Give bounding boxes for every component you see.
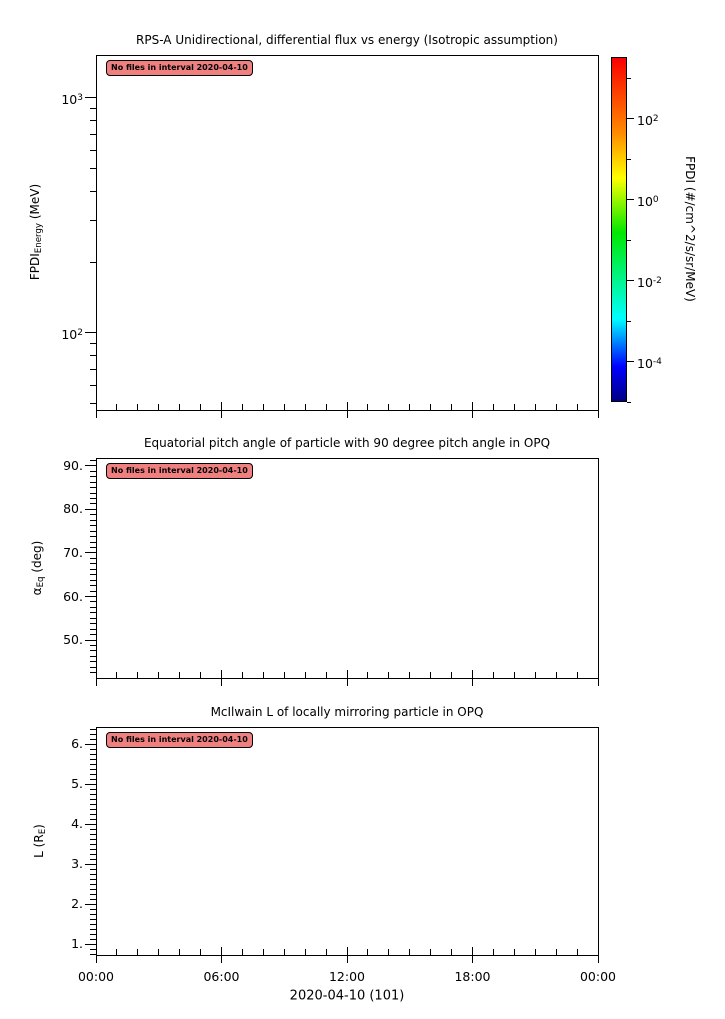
y-minor-tick — [90, 934, 96, 935]
y-minor-tick — [90, 794, 96, 795]
y-minor-tick — [90, 759, 96, 760]
x-minor-tick — [263, 949, 264, 955]
x-minor-tick — [556, 672, 557, 678]
colorbar-major-tick — [627, 280, 634, 281]
y-minor-tick — [90, 191, 96, 192]
y-minor-tick — [90, 369, 96, 370]
pitch-panel-title: Equatorial pitch angle of particle with 90 degree pitch angle in OPQ — [143, 436, 551, 450]
y-major-tick — [85, 784, 96, 785]
x-minor-tick — [158, 949, 159, 955]
y-minor-tick — [90, 385, 96, 386]
y-minor-tick — [90, 536, 96, 537]
y-minor-tick — [90, 729, 96, 730]
y-minor-tick — [90, 909, 96, 910]
y-minor-tick — [90, 814, 96, 815]
colorbar-tick-label: $10^0$ — [637, 193, 659, 209]
y-tick-label: 6. — [71, 736, 83, 752]
y-minor-tick — [90, 520, 96, 521]
x-major-tick — [472, 947, 473, 963]
x-minor-tick — [137, 672, 138, 678]
y-minor-tick — [90, 774, 96, 775]
y-minor-tick — [90, 804, 96, 805]
x-minor-tick — [263, 672, 264, 678]
y-minor-tick — [90, 120, 96, 121]
lshell-y-axis-label: L $(R_E)$ — [31, 824, 49, 858]
y-minor-tick — [90, 839, 96, 840]
x-minor-tick — [242, 672, 243, 678]
x-minor-tick — [326, 404, 327, 410]
y-minor-tick — [90, 503, 96, 504]
y-minor-tick — [90, 650, 96, 651]
y-minor-tick — [90, 493, 96, 494]
y-minor-tick — [90, 220, 96, 221]
x-minor-tick — [388, 672, 389, 678]
y-minor-tick — [90, 574, 96, 575]
y-minor-tick — [90, 924, 96, 925]
x-minor-tick — [367, 404, 368, 410]
y-tick-label: $10^2$ — [61, 327, 83, 342]
y-minor-tick — [90, 476, 96, 477]
y-minor-tick — [90, 471, 96, 472]
y-minor-tick — [90, 829, 96, 830]
y-minor-tick — [90, 809, 96, 810]
x-minor-tick — [535, 949, 536, 955]
y-minor-tick — [90, 569, 96, 570]
flux-panel-title: RPS-A Unidirectional, differential flux vs energy (Isotropic assumption) — [136, 33, 558, 47]
x-minor-tick — [556, 949, 557, 955]
x-minor-tick — [116, 672, 117, 678]
y-minor-tick — [90, 849, 96, 850]
x-minor-tick — [116, 404, 117, 410]
x-minor-tick — [577, 404, 578, 410]
x-minor-tick — [326, 949, 327, 955]
colorbar-minor-tick — [627, 402, 631, 403]
x-major-tick — [472, 402, 473, 418]
x-minor-tick — [305, 949, 306, 955]
x-major-tick — [347, 670, 348, 686]
x-tick-label: 18:00 — [454, 969, 491, 984]
y-minor-tick — [90, 134, 96, 135]
y-tick-label: 4. — [71, 816, 83, 832]
y-minor-tick — [90, 498, 96, 499]
y-minor-tick — [90, 487, 96, 488]
y-minor-tick — [90, 460, 96, 461]
y-tick-label: $10^3$ — [61, 92, 83, 108]
x-major-tick — [96, 947, 97, 963]
x-minor-tick — [179, 672, 180, 678]
x-minor-tick — [179, 404, 180, 410]
x-minor-tick — [179, 949, 180, 955]
x-minor-tick — [367, 672, 368, 678]
x-minor-tick — [514, 404, 515, 410]
flux-y-axis-label: $FPDI_{Energy}$ (MeV) — [27, 183, 45, 281]
x-major-tick — [221, 402, 222, 418]
x-minor-tick — [158, 404, 159, 410]
x-minor-tick — [284, 404, 285, 410]
x-minor-tick — [430, 949, 431, 955]
x-minor-tick — [137, 949, 138, 955]
y-tick-label: 60. — [63, 588, 83, 604]
x-tick-label: 00:00 — [579, 969, 617, 984]
y-tick-label: 3. — [71, 856, 83, 872]
x-major-tick — [96, 402, 97, 418]
colorbar-minor-tick — [627, 321, 631, 322]
x-minor-tick — [577, 949, 578, 955]
x-minor-tick — [242, 404, 243, 410]
y-major-tick — [85, 509, 96, 510]
colorbar — [611, 57, 627, 402]
x-minor-tick — [451, 949, 452, 955]
y-major-tick — [85, 944, 96, 945]
y-tick-label: 50. — [63, 632, 83, 648]
colorbar-major-tick — [627, 199, 634, 200]
lshell-panel-title: McIlwain L of locally mirroring particle in OPQ — [210, 705, 484, 719]
x-major-tick — [472, 670, 473, 686]
x-minor-tick — [200, 404, 201, 410]
y-minor-tick — [90, 661, 96, 662]
y-minor-tick — [90, 355, 96, 356]
y-tick-label: 1. — [71, 936, 83, 951]
y-minor-tick — [90, 482, 96, 483]
x-minor-tick — [263, 404, 264, 410]
pitch-panel-plot-area — [96, 458, 599, 679]
y-minor-tick — [90, 108, 96, 109]
x-major-tick — [347, 947, 348, 963]
y-minor-tick — [90, 645, 96, 646]
no-files-annotation-flux: No files in interval 2020-04-10 — [106, 60, 253, 76]
x-minor-tick — [556, 404, 557, 410]
x-minor-tick — [514, 949, 515, 955]
y-tick-label: 2. — [71, 896, 83, 912]
x-minor-tick — [158, 672, 159, 678]
x-minor-tick — [305, 404, 306, 410]
x-major-tick — [598, 670, 599, 686]
y-minor-tick — [90, 779, 96, 780]
y-minor-tick — [90, 607, 96, 608]
y-minor-tick — [90, 150, 96, 151]
y-minor-tick — [90, 874, 96, 875]
x-minor-tick — [409, 949, 410, 955]
y-minor-tick — [90, 929, 96, 930]
y-minor-tick — [90, 612, 96, 613]
x-major-tick — [598, 402, 599, 418]
y-minor-tick — [90, 869, 96, 870]
y-major-tick — [85, 824, 96, 825]
y-tick-label: 80. — [63, 501, 83, 517]
y-minor-tick — [90, 919, 96, 920]
y-minor-tick — [90, 844, 96, 845]
colorbar-axis-label: FPDI (#/cm^2/s/sr/MeV) — [683, 156, 697, 302]
y-tick-label: 90. — [63, 457, 83, 473]
x-minor-tick — [514, 672, 515, 678]
y-minor-tick — [90, 168, 96, 169]
y-minor-tick — [90, 585, 96, 586]
y-minor-tick — [90, 739, 96, 740]
colorbar-minor-tick — [627, 159, 631, 160]
y-minor-tick — [90, 634, 96, 635]
x-major-tick — [347, 402, 348, 418]
y-minor-tick — [90, 899, 96, 900]
y-minor-tick — [90, 667, 96, 668]
x-minor-tick — [430, 672, 431, 678]
x-minor-tick — [284, 672, 285, 678]
y-tick-label: 70. — [63, 544, 83, 560]
x-minor-tick — [451, 672, 452, 678]
flux-panel-plot-area — [96, 55, 599, 411]
y-tick-label: 5. — [71, 776, 83, 792]
x-minor-tick — [200, 949, 201, 955]
y-minor-tick — [90, 789, 96, 790]
y-minor-tick — [90, 343, 96, 344]
colorbar-minor-tick — [627, 240, 631, 241]
no-files-annotation-lshell: No files in interval 2020-04-10 — [106, 732, 253, 748]
y-major-tick — [85, 864, 96, 865]
x-major-tick — [598, 947, 599, 963]
no-files-annotation-pitch: No files in interval 2020-04-10 — [106, 463, 253, 479]
y-minor-tick — [90, 629, 96, 630]
x-minor-tick — [409, 404, 410, 410]
y-minor-tick — [90, 819, 96, 820]
y-minor-tick — [90, 618, 96, 619]
colorbar-minor-tick — [627, 78, 631, 79]
colorbar-major-tick — [627, 361, 634, 362]
x-major-tick — [96, 670, 97, 686]
x-major-tick — [221, 670, 222, 686]
colorbar-tick-label: $10^{-2}$ — [637, 274, 662, 290]
y-minor-tick — [90, 914, 96, 915]
colorbar-major-tick — [627, 118, 634, 119]
y-minor-tick — [90, 623, 96, 624]
y-minor-tick — [90, 859, 96, 860]
x-minor-tick — [451, 404, 452, 410]
y-minor-tick — [90, 601, 96, 602]
y-minor-tick — [90, 734, 96, 735]
y-major-tick — [85, 332, 96, 333]
x-minor-tick — [116, 949, 117, 955]
x-minor-tick — [200, 672, 201, 678]
y-major-tick — [85, 552, 96, 553]
lshell-panel-plot-area — [96, 727, 599, 956]
y-minor-tick — [90, 525, 96, 526]
x-tick-label: 06:00 — [203, 969, 240, 984]
x-minor-tick — [577, 672, 578, 678]
x-minor-tick — [388, 404, 389, 410]
x-minor-tick — [242, 949, 243, 955]
y-minor-tick — [90, 514, 96, 515]
x-minor-tick — [367, 949, 368, 955]
x-major-tick — [221, 947, 222, 963]
y-minor-tick — [90, 799, 96, 800]
y-major-tick — [85, 744, 96, 745]
y-minor-tick — [90, 854, 96, 855]
x-minor-tick — [493, 949, 494, 955]
x-minor-tick — [430, 404, 431, 410]
y-minor-tick — [90, 656, 96, 657]
x-minor-tick — [305, 672, 306, 678]
y-major-tick — [85, 904, 96, 905]
x-minor-tick — [137, 404, 138, 410]
y-minor-tick — [90, 558, 96, 559]
y-minor-tick — [90, 754, 96, 755]
y-major-tick — [85, 97, 96, 98]
y-minor-tick — [90, 542, 96, 543]
colorbar-gradient — [612, 58, 626, 401]
y-major-tick — [85, 640, 96, 641]
y-minor-tick — [90, 591, 96, 592]
y-minor-tick — [90, 764, 96, 765]
y-major-tick — [85, 465, 96, 466]
y-minor-tick — [90, 547, 96, 548]
y-minor-tick — [90, 939, 96, 940]
x-axis-label: 2020-04-10 (101) — [289, 988, 405, 1004]
y-minor-tick — [90, 834, 96, 835]
y-minor-tick — [90, 749, 96, 750]
y-minor-tick — [90, 563, 96, 564]
colorbar-tick-label: $10^{-4}$ — [637, 355, 662, 371]
y-major-tick — [85, 596, 96, 597]
x-tick-label: 12:00 — [328, 969, 366, 984]
y-minor-tick — [90, 894, 96, 895]
x-minor-tick — [493, 672, 494, 678]
y-minor-tick — [90, 879, 96, 880]
pitch-y-axis-label: $\alpha_{Eq}$ (deg) — [29, 540, 47, 596]
x-minor-tick — [326, 672, 327, 678]
x-minor-tick — [535, 672, 536, 678]
x-minor-tick — [409, 672, 410, 678]
x-minor-tick — [535, 404, 536, 410]
y-minor-tick — [90, 889, 96, 890]
x-minor-tick — [388, 949, 389, 955]
y-minor-tick — [90, 884, 96, 885]
x-tick-label: 00:00 — [77, 969, 115, 984]
colorbar-tick-label: $10^2$ — [637, 112, 659, 128]
x-minor-tick — [284, 949, 285, 955]
y-minor-tick — [90, 262, 96, 263]
y-minor-tick — [90, 580, 96, 581]
x-minor-tick — [493, 404, 494, 410]
y-minor-tick — [90, 531, 96, 532]
y-minor-tick — [90, 769, 96, 770]
